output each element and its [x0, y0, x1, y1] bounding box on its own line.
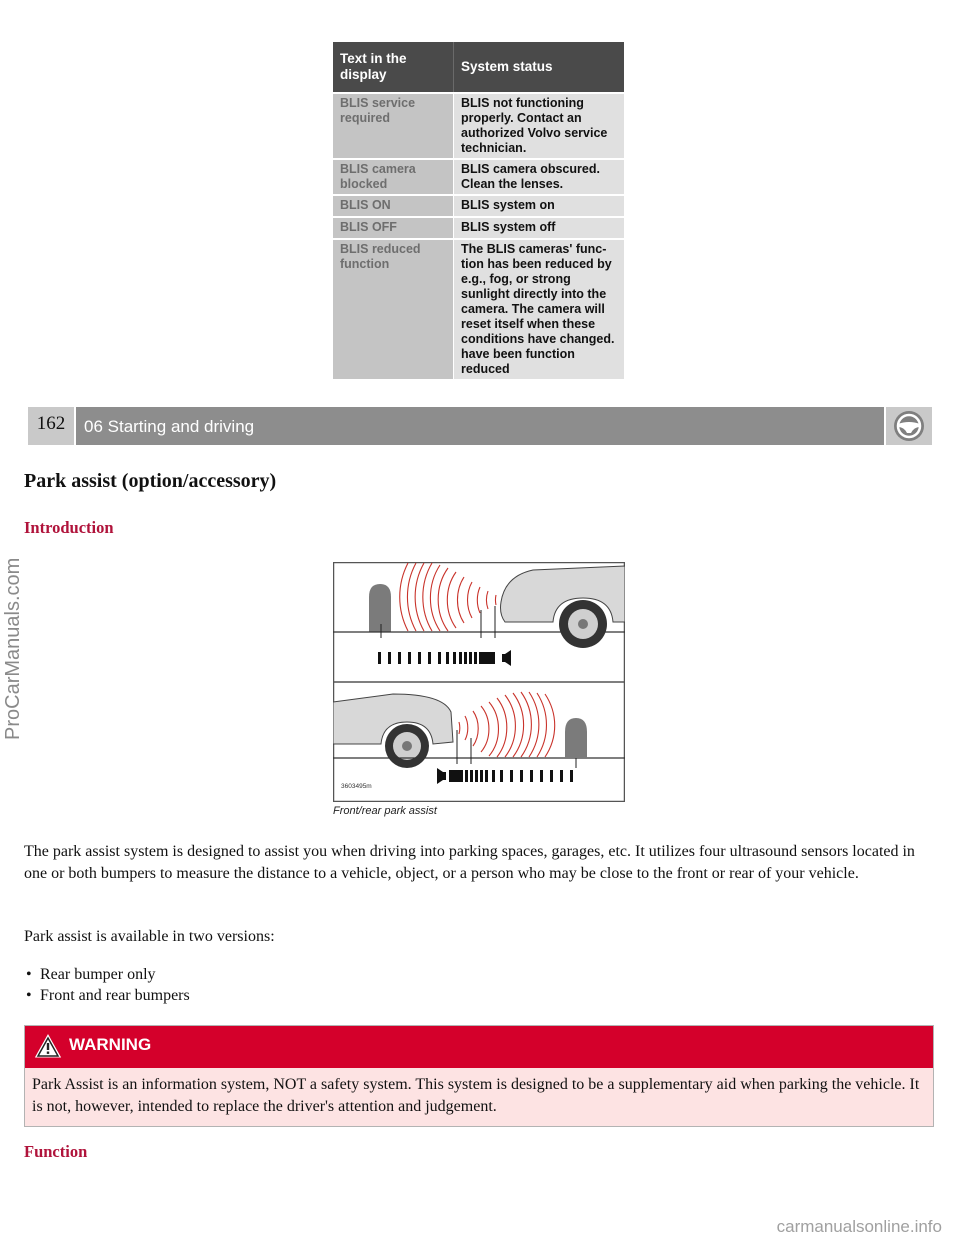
column-header-display-text: Text in the display [333, 42, 454, 92]
warning-header [25, 1026, 933, 1068]
park-assist-diagram [333, 562, 625, 807]
page-heading: Park assist (option/accessory) [24, 470, 277, 492]
warning-box [24, 1025, 934, 1127]
system-status-cell: BLIS system off [454, 216, 624, 238]
system-status-cell: BLIS not functioning properly. Contact an authorized Volvo service technician. [454, 92, 624, 158]
display-text-cell: BLIS camera blocked [333, 158, 454, 194]
table-row [333, 92, 624, 158]
display-text-cell: BLIS OFF [333, 216, 454, 238]
system-status-cell: BLIS system on [454, 194, 624, 216]
display-text-cell: BLIS reduced function [333, 238, 454, 379]
list-item: • Rear bumper only [24, 964, 190, 985]
chapter-title: 06 Starting and driving [76, 407, 884, 445]
intro-paragraph: The park assist system is designed to assist you when driving into parking spaces, garages, etc. It utilizes four ultrasound sensors located in one or both bumpers to measure the distance to a vehicle, object, or a person who may be close to the front or rear of your vehicle. [24, 843, 915, 882]
table-row [333, 158, 624, 194]
versions-list [24, 964, 190, 1006]
list-item: • Front and rear bumpers [24, 985, 190, 1006]
warning-text: Park Assist is an information system, NOT a safety system. This system is designed to be a supplementary aid when parking the vehicle. It is not, however, intended to replace the driver's attention and judgement. [32, 1076, 920, 1115]
watermark-bottom: carmanualsonline.info [776, 1217, 942, 1236]
warning-triangle-icon [33, 1032, 63, 1064]
watermark-left: ProCarManuals.com [2, 557, 24, 740]
warning-title: WARNING [69, 1035, 152, 1054]
chapter-header-bar [28, 407, 932, 445]
table-row [333, 238, 624, 379]
section-heading-introduction: Introduction [24, 518, 114, 537]
table-row [333, 216, 624, 238]
blis-status-table [333, 42, 624, 379]
column-header-system-status: System status [454, 42, 624, 92]
page-number: 162 [28, 407, 74, 445]
system-status-cell: BLIS camera obscured. Clean the lenses. [454, 158, 624, 194]
system-status-cell: The BLIS cameras' func-tion has been reduced by e.g., fog, or strong sunlight directly into the camera. The camera will reset itself when these conditions have changed. have been function reduced [454, 238, 624, 379]
section-heading-function: Function [24, 1142, 88, 1161]
versions-paragraph: Park assist is available in two versions: [24, 928, 275, 945]
display-text-cell: BLIS ON [333, 194, 454, 216]
table-row [333, 194, 624, 216]
steering-wheel-icon [886, 407, 932, 445]
display-text-cell: BLIS service required [333, 92, 454, 158]
illustration-caption: Front/rear park assist [333, 805, 437, 817]
illustration-code: 3603495m [341, 783, 372, 790]
